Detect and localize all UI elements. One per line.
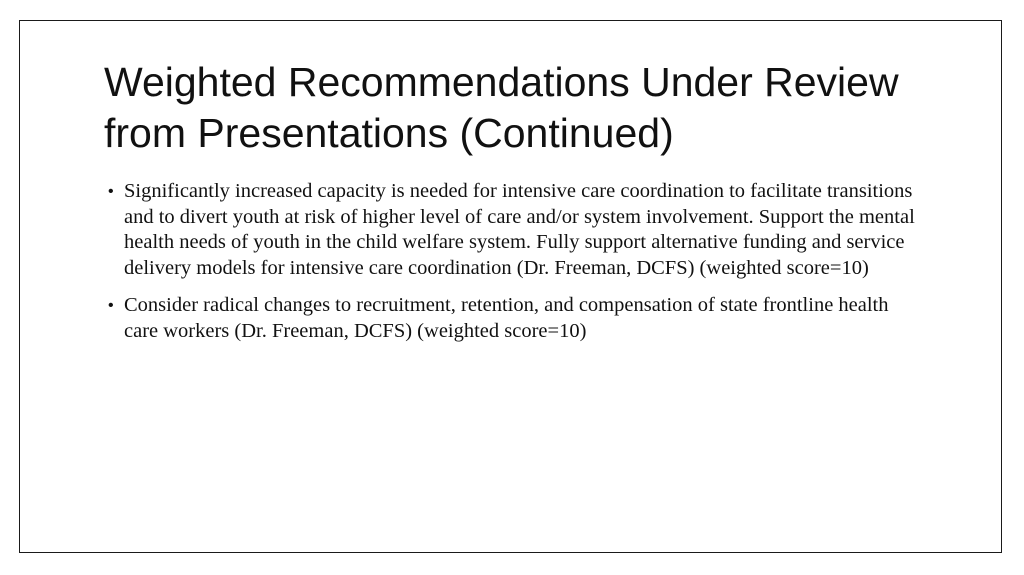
bullet-list <box>106 179 916 356</box>
bullet-text: Consider radical changes to recruitment, retention, and compensation of state frontline health care workers (Dr. Freeman, DCFS) (weighted score=10) <box>124 294 889 342</box>
bullet-dot-icon: • <box>108 183 114 200</box>
bullet-dot-icon: • <box>108 297 114 314</box>
slide-frame <box>19 20 1002 553</box>
bullet-text: Significantly increased capacity is needed for intensive care coordination to facilitate transitions and to divert youth at risk of higher level of care and/or system involvement. Support the mental health needs of youth in the child welfare system. Fully support alternative funding and service delivery models for intensive care coordination (Dr. Freeman, DCFS) (weighted score=10) <box>124 180 915 279</box>
slide-title: Weighted Recommendations Under Review from Presentations (Continued) <box>104 59 899 156</box>
bullet-item <box>106 179 916 281</box>
bullet-item <box>106 293 916 344</box>
